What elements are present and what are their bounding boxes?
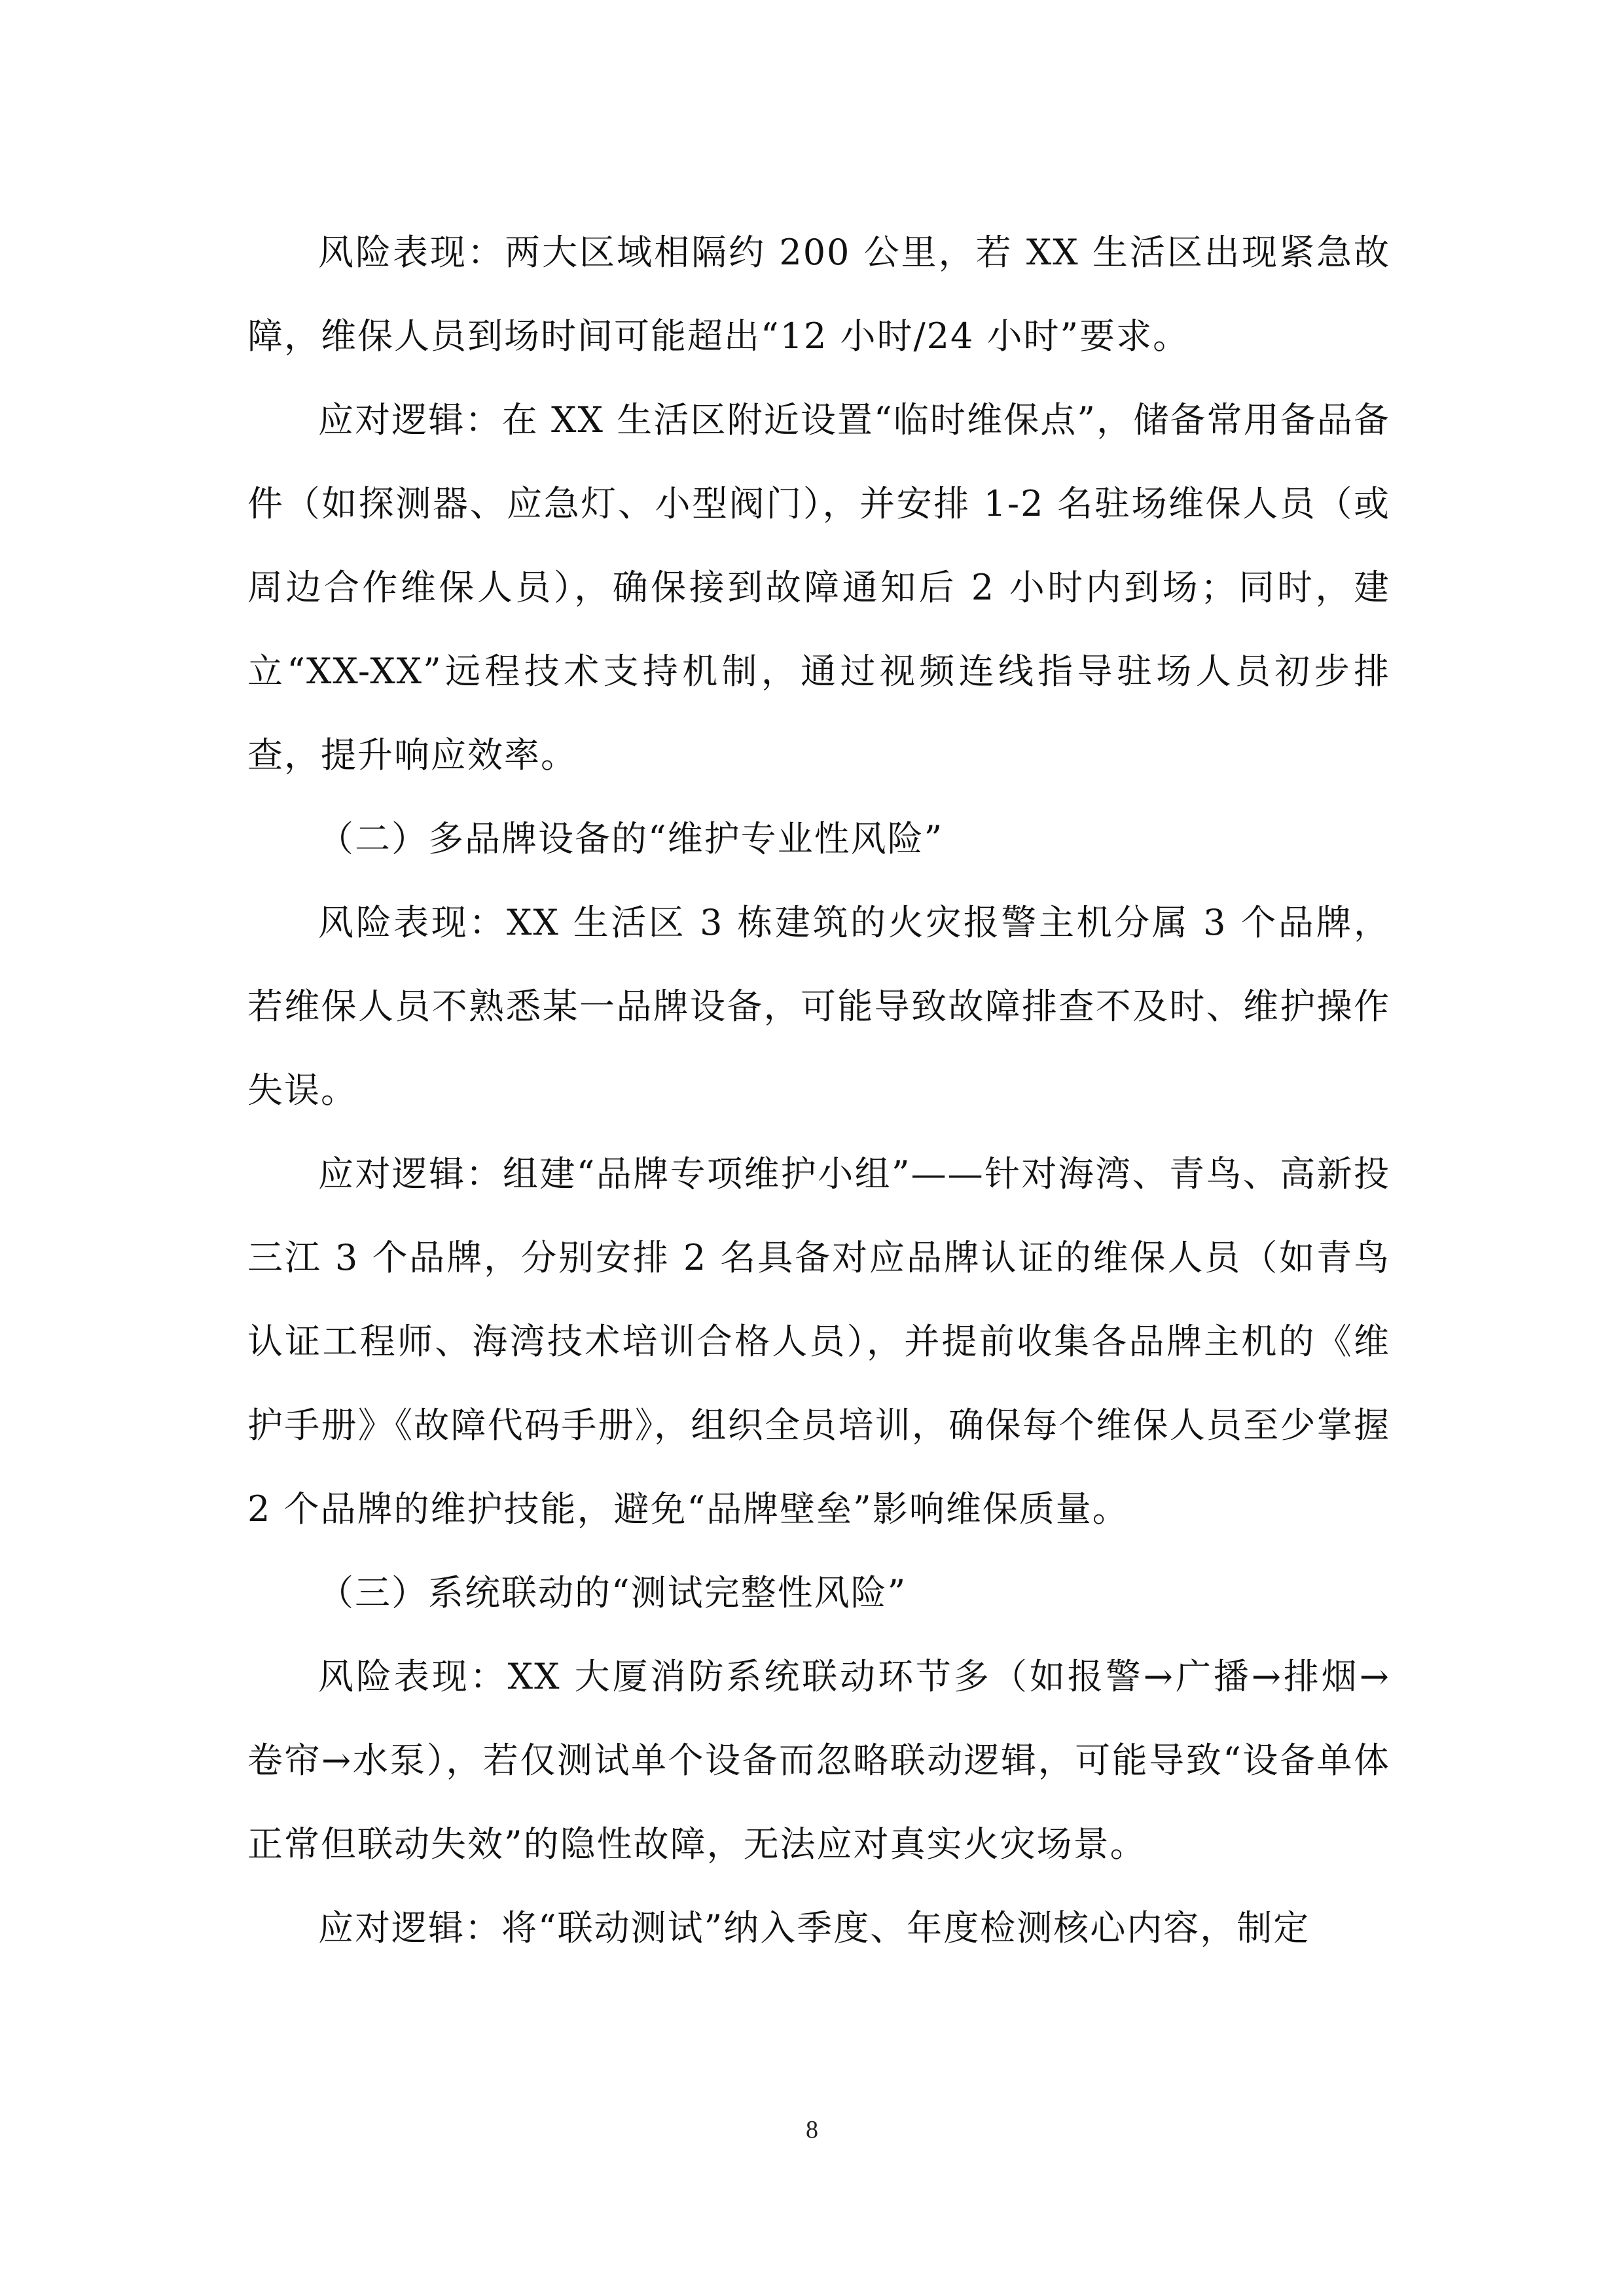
paragraph-risk-distance: 风险表现：两大区域相隔约 200 公里，若 XX 生活区出现紧急故障，维保人员到场时间可能超出“12 小时/24 小时”要求。 [247, 232, 1390, 357]
section-heading-multi-brand: （二）多品牌设备的“维护专业性风险” [318, 818, 944, 859]
paragraph-risk-multi-brand: 风险表现：XX 生活区 3 栋建筑的火灾报警主机分属 3 个品牌，若维保人员不熟悉某一品牌设备，可能导致故障排查不及时、维护操作失误。 [247, 902, 1390, 1111]
paragraph-response-distance: 应对逻辑：在 XX 生活区附近设置“临时维保点”，储备常用备品备件（如探测器、应急灯、小型阀门），并安排 1-2 名驻场维保人员（或周边合作维保人员），确保接到故障通知后 2 小时内到场；同时，建立“XX-XX”远程技术支持机制，通过视频连线指导驻场人员初步排查，提升响应效率。 [247, 399, 1390, 776]
paragraph-risk-linkage-test: 风险表现：XX 大厦消防系统联动环节多（如报警→广播→排烟→卷帘→水泵），若仅测试单个设备而忽略联动逻辑，可能导致“设备单体正常但联动失效”的隐性故障，无法应对真实火灾场景。 [247, 1656, 1390, 1865]
paragraph-response-multi-brand: 应对逻辑：组建“品牌专项维护小组”——针对海湾、青鸟、高新投三江 3 个品牌，分别安排 2 名具备对应品牌认证的维保人员（如青鸟认证工程师、海湾技术培训合格人员），并提前收集各品牌主机的《维护手册》《故障代码手册》，组织全员培训，确保每个维保人员至少掌握 2 个品牌的维护技能，避免“品牌壁垒”影响维保质量。 [247, 1153, 1390, 1530]
document-body [247, 211, 1390, 1970]
page-number: 8 [806, 2116, 818, 2144]
paragraph-response-linkage-test: 应对逻辑：将“联动测试”纳入季度、年度检测核心内容，制定 [318, 1907, 1310, 1948]
section-heading-linkage-test: （三）系统联动的“测试完整性风险” [318, 1572, 907, 1613]
